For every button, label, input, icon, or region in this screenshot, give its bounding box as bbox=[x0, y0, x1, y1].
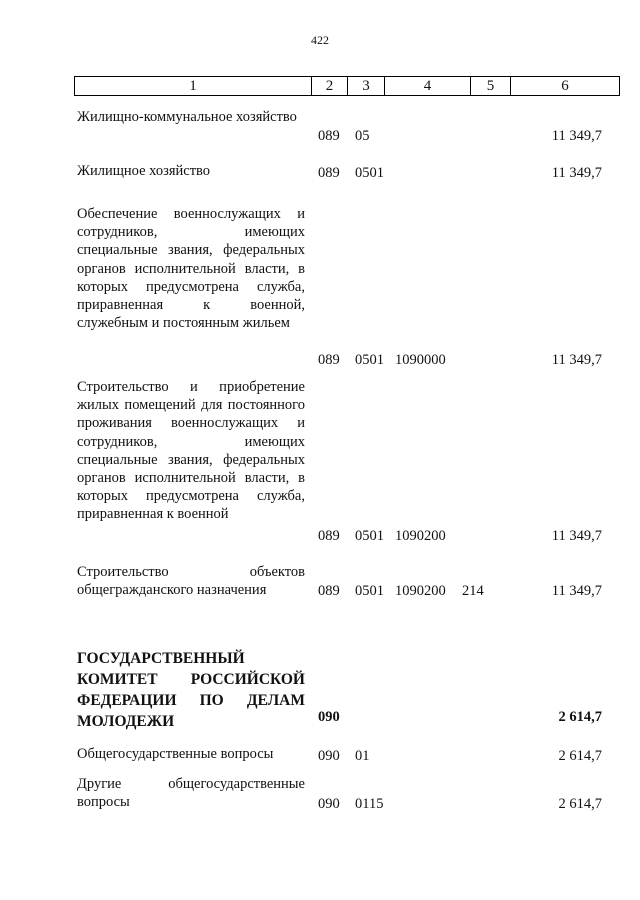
column-header-3: 3 bbox=[348, 77, 385, 96]
row-col-6: 2 614,7 bbox=[558, 796, 602, 812]
row-col-3: 0501 bbox=[355, 165, 384, 181]
column-header-table bbox=[74, 76, 620, 96]
table-row bbox=[0, 745, 640, 765]
row-col-6: 2 614,7 bbox=[558, 748, 602, 764]
row-col-2: 090 bbox=[318, 796, 340, 812]
row-col-2: 089 bbox=[318, 583, 340, 599]
row-description: Другие общегосударственные вопросы bbox=[77, 776, 305, 811]
row-description: Жилищно-коммунальное хозяйство bbox=[77, 109, 297, 125]
row-col-6: 2 614,7 bbox=[558, 709, 602, 725]
table-row bbox=[0, 205, 640, 369]
row-col-4: 1090200 bbox=[395, 583, 446, 599]
table-row bbox=[0, 775, 640, 813]
page-number: 422 bbox=[311, 33, 329, 47]
column-header-6: 6 bbox=[511, 77, 620, 96]
row-col-6: 11 349,7 bbox=[551, 352, 602, 368]
table-row-heading bbox=[0, 648, 640, 730]
row-col-2: 089 bbox=[318, 528, 340, 544]
row-description: Жилищное хозяйство bbox=[77, 163, 211, 179]
row-col-2: 090 bbox=[318, 748, 340, 764]
row-col-6: 11 349,7 bbox=[551, 583, 602, 599]
table-row bbox=[0, 108, 640, 145]
row-description: Общегосударственные вопросы bbox=[77, 746, 274, 762]
row-col-3: 0501 bbox=[355, 583, 384, 599]
table-row bbox=[0, 378, 640, 545]
row-description: ГОСУДАРСТВЕННЫЙ КОМИТЕТ РОССИЙСКОЙ ФЕДЕРАЦИИ ПО ДЕЛАМ МОЛОДЕЖИ bbox=[77, 650, 305, 730]
row-col-3: 0501 bbox=[355, 352, 384, 368]
row-col-6: 11 349,7 bbox=[551, 528, 602, 544]
row-description: Обеспечение военнослужащих и сотрудников, имеющих специальные звания, федеральных органов исполнительной власти, в которых предусмотрена служба, приравненная к военной, служебным и постоянным жильем bbox=[77, 206, 305, 332]
column-header-1: 1 bbox=[75, 77, 312, 96]
row-description: Строительство и приобретение жилых помещений для постоянного проживания военнослужащих и сотрудников, имеющих специальные звания, федеральных органов исполнительной власти, в которых предусмотрена служба, приравненная к военной bbox=[77, 379, 305, 523]
column-header-5: 5 bbox=[471, 77, 511, 96]
column-header-row bbox=[75, 77, 620, 96]
row-col-4: 1090000 bbox=[395, 352, 446, 368]
row-col-2: 089 bbox=[318, 165, 340, 181]
row-col-6: 11 349,7 bbox=[551, 128, 602, 144]
row-col-3: 0501 bbox=[355, 528, 384, 544]
row-col-2: 090 bbox=[318, 709, 340, 725]
column-header-2: 2 bbox=[312, 77, 348, 96]
row-description: Строительство объектов общегражданского назначения bbox=[77, 564, 305, 599]
table-row bbox=[0, 162, 640, 182]
row-col-3: 05 bbox=[355, 128, 370, 144]
row-col-5: 214 bbox=[462, 583, 484, 599]
row-col-6: 11 349,7 bbox=[551, 165, 602, 181]
row-col-2: 089 bbox=[318, 128, 340, 144]
row-col-3: 01 bbox=[355, 748, 370, 764]
row-col-2: 089 bbox=[318, 352, 340, 368]
table-row bbox=[0, 563, 640, 600]
row-col-4: 1090200 bbox=[395, 528, 446, 544]
column-header-4: 4 bbox=[385, 77, 471, 96]
row-col-3: 0115 bbox=[355, 796, 384, 812]
